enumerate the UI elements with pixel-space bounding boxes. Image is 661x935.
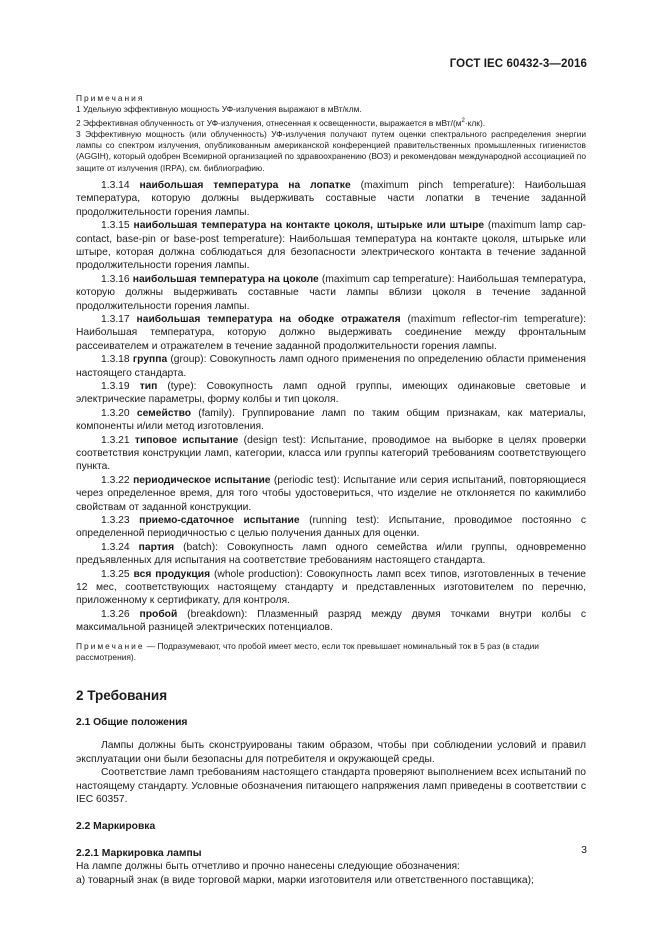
term-name: семейство (136, 407, 192, 419)
section-2-1-para-1: Лампы должны быть сконструированы таким образом, чтобы при соблюдении условий и правил эксплуатации они были безопасны для потребителя и окружающей среды. (76, 740, 586, 765)
term-entry (76, 179, 586, 219)
term-definition: (design test): Испытание, проводимое на выборке в целях проверки соответствия конструкции ламп, категории, класса или группы категорий требованиям соответствующего пункта. (76, 434, 586, 473)
term-name: наибольшая температура на цоколе (132, 273, 319, 285)
term-definition: (family). Группирование ламп по таким общим признакам, как материалы, компоненты и/или метод изготовления. (76, 407, 586, 433)
breakdown-note (76, 641, 586, 664)
breakdown-note-text: — Подразумевают, что пробой имеет место, если ток превышает номинальный ток в 5 раз (в стадии рассмотрения). (76, 640, 539, 662)
term-entry (76, 380, 586, 407)
term-definition: (type): Совокупность ламп одной группы, имеющих одинаковые световые и электрические параметры, форму колбы и тип цоколя. (76, 380, 586, 406)
term-definition: (maximum cap temperature): Наибольшая температура, которую должны выдерживать составные части лампы вблизи цоколя в течение заданной продолжительности горения лампы. (76, 273, 586, 312)
term-number: 1.3.22 (101, 474, 130, 486)
term-number: 1.3.14 (101, 179, 130, 191)
term-name: типовое испытание (134, 434, 239, 446)
term-name: наибольшая температура на контакте цоколя, штырьке или штыре (133, 220, 485, 232)
term-number: 1.3.24 (101, 541, 130, 553)
term-number: 1.3.18 (101, 354, 130, 366)
section-2-1-para-2: Соответствие ламп требованиям настоящего стандарта проверяют выполнением всех испытаний по настоящему стандарту. Условные обозначения питающего напряжения ламп приведены в соответствии с IEC 60357. (76, 767, 586, 805)
term-entry (76, 273, 586, 313)
term-definition: (maximum lamp cap-contact, base-pin or base-post temperature): Наибольшая температура на контакте цоколя, штырьке или штыре, которая должна соблюдаться для безопасности электрического контакта в течение заданной продолжительности горения лампы. (76, 220, 586, 272)
page-content (76, 93, 586, 887)
page-number: 3 (581, 844, 587, 856)
term-entry (76, 474, 586, 514)
term-definition: (maximum pinch temperature): Наибольшая температура, которую должны выдерживать составные части лопатки в течение заданной продолжительности горения лампы. (76, 179, 586, 218)
term-number: 1.3.26 (101, 608, 130, 620)
term-name: партия (138, 541, 175, 553)
term-definition: (whole production): Совокупность ламп всех типов, изготовленных в течение 12 мес, соответствующих настоящему стандарту и представленных изготовителем по перечню, приложенному к сертификату, для контроля. (76, 568, 586, 607)
term-name: приемо-сдаточное испытание (139, 515, 300, 527)
notes-block (76, 93, 586, 174)
note-item-3: 3 Эффективную мощность (или облученность) УФ-излучения получают путем оценки спектрального распределения энергии лампы со спектром излучения, опубликованным американской конференцией правительственных промышленных гигиенистов (AGGIH), который одобрен Всемирной организацией по здравоохранению (ВОЗ) и рекомендован международной ассоциацией по защите от излучения (IRPA), см. библиографию. (76, 128, 586, 173)
term-definition: (batch): Совокупность ламп одного семейства и/или группы, одновременно предъявленных для испытания на соответствие требованиям настоящего стандарта. (76, 541, 586, 567)
term-name: вся продукция (133, 568, 211, 580)
term-entry (76, 407, 586, 434)
term-definition: (periodic test): Испытание или серия испытаний, повторяющиеся через определенное время, для того чтобы удостовериться, что изделие не отклоняется по какимлибо свойствам от заданной конструкции. (76, 474, 586, 513)
term-number: 1.3.15 (101, 220, 130, 232)
section-2-2-1-line-2: а) товарный знак (в виде торговой марки, марки изготовителя или ответственного поставщика); (76, 874, 534, 886)
term-definition: (running test): Испытание, проводимое постоянно с определенной периодичностью с целью получения данных для оценки. (76, 515, 586, 540)
term-name: тип (139, 380, 158, 392)
section-2-1-title: 2.1 Общие положения (76, 717, 188, 729)
term-name: пробой (139, 608, 178, 620)
term-definition: (maximum reflector-rim temperature): Наибольшая температура, которую должно выдерживать соединение между фронтальным рассеивателем и отражателем в течение заданной продолжительности горения лампы. (76, 313, 586, 352)
section-2-2-title: 2.2 Маркировка (76, 821, 156, 833)
term-entry (76, 541, 586, 568)
page-header: ГОСТ IEC 60432-3—2016 (449, 58, 587, 70)
term-number: 1.3.23 (101, 515, 130, 527)
term-number: 1.3.21 (101, 434, 130, 446)
term-entry (76, 608, 586, 635)
term-entry (76, 353, 586, 380)
term-entry (76, 568, 586, 608)
term-definition: (breakdown): Плазменный разряд между двумя точками внутри колбы с максимальной разницей электрических потенциалов. (76, 608, 586, 634)
term-entry (76, 514, 586, 541)
note-item-1: 1 Удельную эффективную мощность УФ-излучения выражают в мВт/клм. (76, 104, 362, 115)
term-entry (76, 434, 586, 474)
term-number: 1.3.25 (101, 568, 130, 580)
section-2-2-1-title: 2.2.1 Маркировка лампы (76, 848, 202, 860)
section-2-2-1-line-1: На лампе должны быть отчетливо и прочно нанесены следующие обозначения: (76, 861, 460, 873)
breakdown-note-label: Примечание (76, 640, 145, 651)
term-entry (76, 219, 586, 273)
term-number: 1.3.16 (101, 273, 130, 285)
term-name: группа (132, 354, 168, 366)
term-entry (76, 313, 586, 353)
term-definition: (group): Совокупность ламп одного применения по определению области применения настоящего стандарта. (76, 354, 586, 379)
term-name: периодическое испытание (133, 474, 271, 486)
term-number: 1.3.20 (101, 407, 130, 419)
terms-list (76, 179, 586, 635)
term-name: наибольшая температура на ободке отражателя (136, 313, 401, 325)
note-item-2 (76, 116, 586, 129)
section-2-title: 2 Требования (76, 688, 168, 704)
term-number: 1.3.17 (101, 313, 130, 325)
term-number: 1.3.19 (101, 380, 130, 392)
note-item-2-text: 2 Эффективная облученность от УФ-излучения, отнесенная к освещенности, выражается в мВт/(м (76, 117, 462, 128)
notes-title: Примечания (76, 93, 145, 103)
note-item-2-tail: ·клк). (464, 117, 486, 128)
note-item-2-sup: 2 (461, 117, 465, 124)
term-name: наибольшая температура на лопатке (139, 179, 351, 191)
